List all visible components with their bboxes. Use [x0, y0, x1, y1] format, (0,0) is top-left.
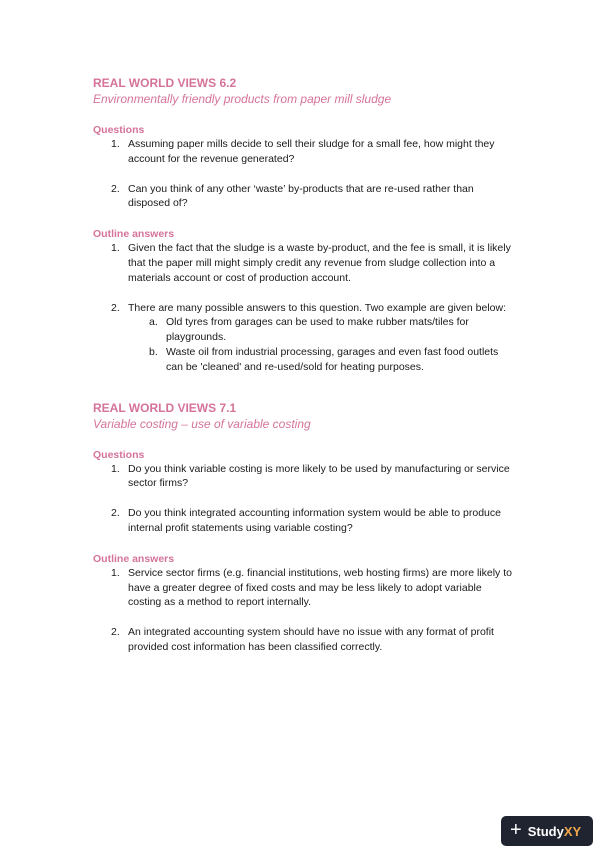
answers-list: [93, 241, 513, 315]
item-text: Assuming paper mills decide to sell their sludge for a small fee, how might they account for the revenue generated?: [128, 138, 495, 165]
item-text: Service sector firms (e.g. financial institutions, web hosting firms) are more likely to have a greater degree of fixed costs and may be less likely to adopt variable costing as a method to report internally.: [128, 566, 512, 609]
list-item: [93, 566, 513, 610]
section-rwv-6-2: [93, 76, 513, 375]
item-text: An integrated accounting system should have no issue with any format of profit provided cost information has been classified correctly.: [128, 626, 494, 653]
section-subtitle: Environmentally friendly products from paper mill sludge: [93, 92, 392, 106]
item-number: 1.: [111, 462, 120, 475]
item-number: 1.: [111, 242, 120, 255]
list-item: [93, 462, 513, 492]
plus-icon: +: [510, 819, 522, 841]
item-number: 2.: [111, 301, 120, 314]
answers-label: Outline answers: [93, 228, 175, 241]
section-rwv-7-1: [93, 401, 513, 655]
sub-list: [93, 315, 513, 374]
brand-name: StudyXY: [527, 823, 582, 839]
section-subtitle: Variable costing – use of variable costing: [93, 416, 311, 431]
list-item: [93, 301, 513, 316]
item-text: There are many possible answers to this question. Two example are given below:: [128, 301, 507, 314]
questions-list: [93, 137, 513, 211]
item-letter: b.: [149, 345, 158, 358]
item-text: Can you think of any other ‘waste’ by-products that are re-used rather than disposed of?: [128, 182, 474, 210]
list-item: [93, 625, 513, 655]
answers-list: [93, 566, 513, 655]
list-item: [93, 241, 513, 285]
section-title: REAL WORLD VIEWS 6.2: [93, 76, 237, 90]
sub-list-item: [93, 345, 513, 375]
questions-label: Questions: [93, 124, 145, 136]
questions-list: [93, 462, 513, 536]
document-page: [93, 76, 513, 655]
item-text: Old tyres from garages can be used to make rubber mats/tiles for playgrounds.: [166, 316, 469, 344]
item-number: 2.: [111, 626, 120, 639]
item-number: 1.: [111, 566, 120, 579]
list-item: [93, 137, 513, 167]
item-number: 1.: [111, 138, 120, 150]
item-letter: a.: [149, 316, 158, 329]
item-text: Do you think integrated accounting information system would be able to produce internal profit statements using variable costing?: [128, 507, 501, 534]
list-item: [93, 506, 513, 536]
item-text: Do you think variable costing is more likely to be used by manufacturing or service sector firms?: [128, 462, 510, 490]
list-item: [93, 182, 513, 212]
item-text: Waste oil from industrial processing, garages and even fast food outlets can be 'cleaned' and re-used/sold for heating purposes.: [166, 345, 499, 373]
studyxy-logo[interactable]: [501, 816, 593, 846]
answers-label: Outline answers: [93, 552, 175, 565]
questions-label: Questions: [93, 448, 145, 461]
item-text: Given the fact that the sludge is a waste by-product, and the fee is small, it is likely that the paper mill might simply credit any revenue from sludge collection into a materials account or cost of production account.: [128, 242, 511, 284]
section-title: REAL WORLD VIEWS 7.1: [93, 400, 237, 415]
item-number: 2.: [111, 507, 120, 520]
item-number: 2.: [111, 182, 120, 195]
sub-list-item: [93, 315, 513, 345]
